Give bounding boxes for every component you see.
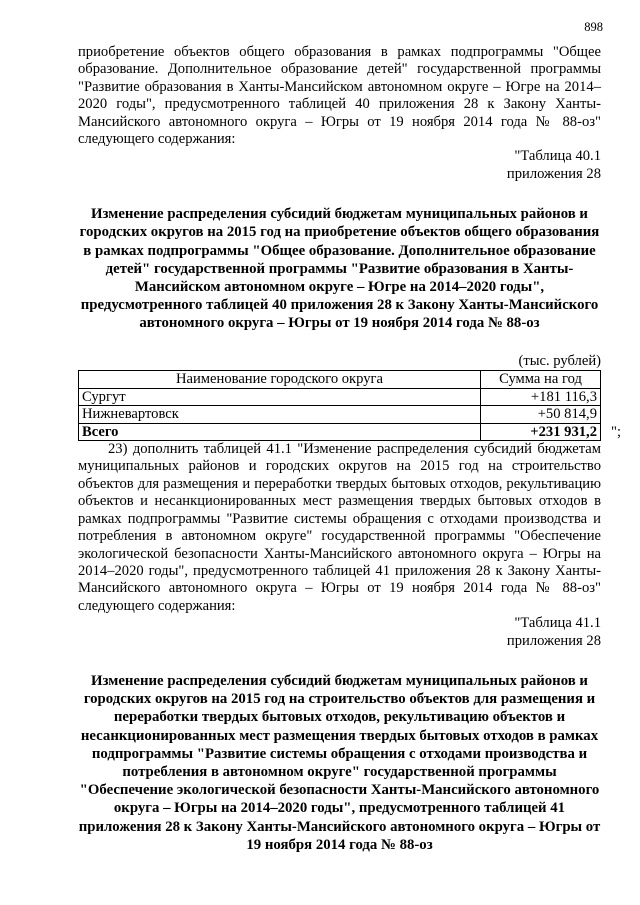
table-header-row [79, 371, 601, 389]
table-40-1-heading: Изменение распределения субсидий бюджетам муниципальных районов и городских округов на 2015 год на приобретение объектов общего образования в рамках подпрограммы "Общее образование. Дополнительное образование детей" государственной программы "Развитие образования в Ханты-Мансийском автономном округе – Югре на 2014–2020 годы", предусмотренного таблицей 40 приложения 28 к Закону Ханты-Мансийского автономного округа – Югры от 19 ноября 2014 года № 88-оз [79, 206, 600, 332]
table-41-1-label [78, 615, 601, 650]
row-district-name: Нижневартовск [79, 406, 481, 424]
row-amount: +50 814,9 [481, 406, 601, 424]
page-number: 898 [584, 20, 603, 34]
total-label: Всего [79, 423, 481, 441]
units-label: (тыс. рублей) [518, 352, 601, 369]
document-body [78, 44, 621, 854]
intro-paragraph: приобретение объектов общего образования в рамках подпрограммы "Общее образование. Дополнительное образование детей" государственной программы "Развитие образования в Ханты-Мансийском автономном округе – Югре на 2014–2020 годы", предусмотренного таблицей 40 приложения 28 к Закону Ханты-Мансийского автономного округа – Югры от 19 ноября 2014 года № 88-оз" следующего содержания: [78, 44, 601, 148]
table-total-row [79, 423, 601, 441]
table-41-1-label-line1: "Таблица 41.1 [514, 615, 601, 632]
table-40-1-label-line2: приложения 28 [506, 165, 601, 182]
amendment-paragraph: 23) дополнить таблицей 41.1 "Изменение распределения субсидий бюджетам муниципальных районов и городских округов на 2015 год на строительство объектов для размещения и переработки твердых бытовых отходов, рекультивацию объектов и несанкционированных мест размещения твердых бытовых отходов в рамках подпрограммы "Развитие системы обращения с отходами производства и потребления в автономном округе" государственной программы "Обеспечение экологической безопасности Ханты-Мансийского автономного округа – Югры на 2014–2020 годы", предусмотренного таблицей 41 приложения 28 к Закону Ханты-Мансийского автономного округа – Югры от 19 ноября 2014 года № 88-оз" следующего содержания: [78, 441, 601, 614]
subsidy-table-wrapper [78, 370, 621, 441]
table-40-1-label [78, 148, 601, 183]
total-amount: +231 931,2 [481, 423, 601, 441]
row-amount: +181 116,3 [481, 388, 601, 406]
table-row [79, 406, 601, 424]
header-district-name: Наименование городского округа [79, 371, 481, 389]
row-district-name: Сургут [79, 388, 481, 406]
table-41-1-label-line2: приложения 28 [506, 632, 601, 649]
header-amount: Сумма на год [481, 371, 601, 389]
table-41-1-heading: Изменение распределения субсидий бюджетам муниципальных районов и городских округов на 2015 год на строительство объектов для размещения и переработки твердых бытовых отходов, рекультивацию объектов и несанкционированных мест размещения твердых бытовых отходов в рамках подпрограммы "Развитие системы обращения с отходами производства и потребления в автономном округе" государственной программы "Обеспечение экологической безопасности Ханты-Мансийского автономного округа – Югры на 2014–2020 годы", предусмотренного таблицей 41 приложения 28 к Закону Ханты-Мансийского автономного округа – Югры от 19 ноября 2014 года № 88-оз [78, 672, 601, 853]
table-row [79, 388, 601, 406]
subsidy-table [78, 370, 601, 441]
table-closing-quote: "; [610, 423, 621, 440]
table-40-1-label-line1: "Таблица 40.1 [514, 148, 601, 165]
